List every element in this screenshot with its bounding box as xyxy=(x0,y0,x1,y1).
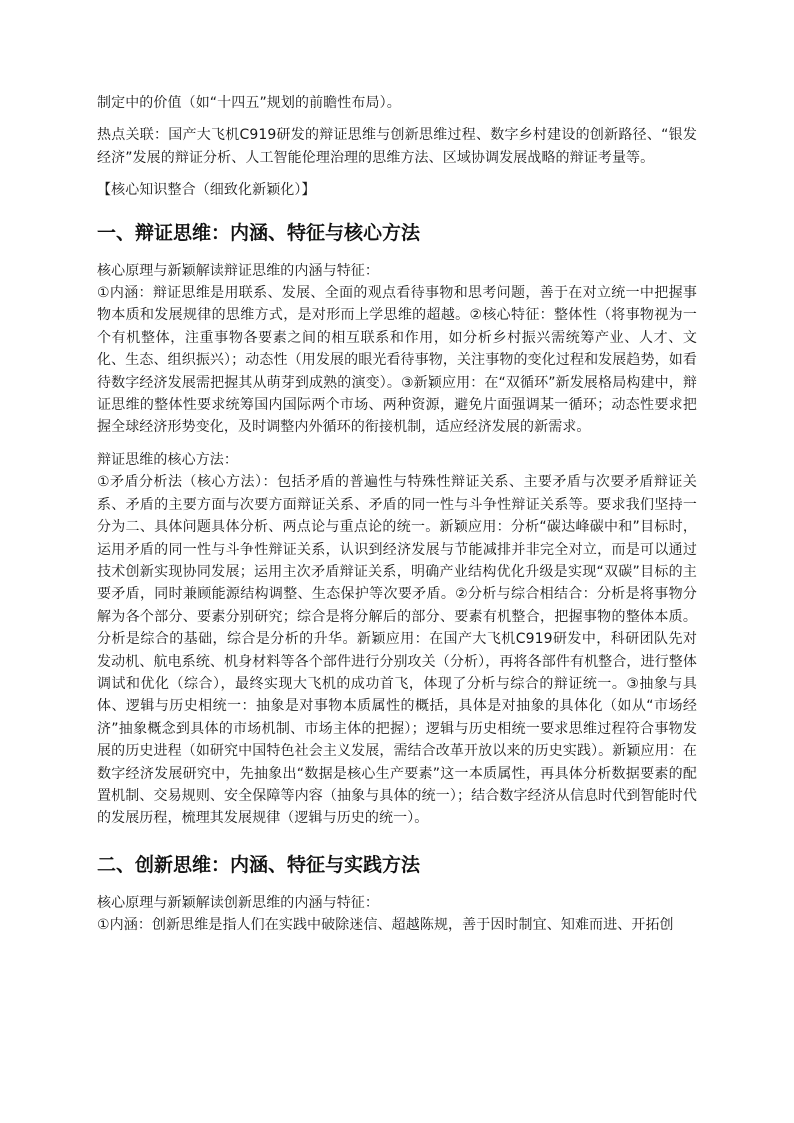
hotspot-paragraph: 热点关联：国产大飞机C919研发的辩证思维与创新思维过程、数字乡村建设的创新路径、“银发经济”发展的辩证分析、人工智能伦理治理的思维方法、区域协调发展战略的辩证考量等。 xyxy=(97,127,697,166)
document-content xyxy=(97,92,697,937)
section1-methods-lead: 辩证思维的核心方法： xyxy=(97,451,238,468)
section1-body: ①内涵：辩证思维是用联系、发展、全面的观点看待事物和思考问题，善于在对立统一中把握事物本质和发展规律的思维方式，是对形而上学思维的超越。②核心特征：整体性（将事物视为一个有机整体，注重事物各要素之间的相互联系和作用，如分析乡村振兴需统筹产业、人才、文化、生态、组织振兴）；动态性（用发展的眼光看待事物，关注事物的变化过程和发展趋势，如看待数字经济发展需把握其从萌芽到成熟的演变）。③新颖应用：在“双循环”新发展格局构建中，辩证思维的整体性要求统筹国内国际两个市场、两种资源，避免片面强调某一循环；动态性要求把握全球经济形势变化，及时调整内外循环的衔接机制，适应经济发展的新需求。 xyxy=(97,285,697,436)
section1-lead: 核心原理与新颖解读辩证思维的内涵与特征： xyxy=(97,262,379,279)
section2-body: ①内涵：创新思维是指人们在实践中破除迷信、超越陈规，善于因时制宜、知难而进、开拓创 xyxy=(97,917,674,934)
section-heading-innovative: 二、创新思维：内涵、特征与实践方法 xyxy=(97,853,421,876)
section-heading-dialectical: 一、辩证思维：内涵、特征与核心方法 xyxy=(97,221,421,244)
section1-methods-body: ①矛盾分析法（核心方法）：包括矛盾的普遍性与特殊性辩证关系、主要矛盾与次要矛盾辩证关系、矛盾的主要方面与次要方面辩证关系、矛盾的同一性与斗争性辩证关系等。要求我们坚持一分为二、具体问题具体分析、两点论与重点论的统一。新颖应用：分析“碳达峰碳中和”目标时，运用矛盾的同一性与斗争性辩证关系，认识到经济发展与节能减排并非完全对立，而是可以通过技术创新实现协同发展；运用主次矛盾辩证关系，明确产业结构优化升级是实现“双碳”目标的主要矛盾，同时兼顾能源结构调整、生态保护等次要矛盾。②分析与综合相结合：分析是将事物分解为各个部分、要素分别研究；综合是将分解后的部分、要素有机整合，把握事物的整体本质。分析是综合的基础，综合是分析的升华。新颖应用：在国产大飞机C919研发中，科研团队先对发动机、航电系统、机身材料等各个部件进行分别攻关（分析），再将各部件有机整合，进行整体调试和优化（综合），最终实现大飞机的成功首飞，体现了分析与综合的辩证统一。③抽象与具体、逻辑与历史相统一：抽象是对事物本质属性的概括，具体是对抽象的具体化（如从“市场经济”抽象概念到具体的市场机制、市场主体的把握）；逻辑与历史相统一要求思维过程符合事物发展的历史进程（如研究中国特色社会主义发展，需结合改革开放以来的历史实践）。新颖应用：在数字经济发展研究中，先抽象出“数据是核心生产要素”这一本质属性，再具体分析数据要素的配置机制、交易规则、安全保障等内容（抽象与具体的统一）；结合数字经济从信息时代到智能时代的发展历程，梳理其发展规律（逻辑与历史的统一）。 xyxy=(97,474,697,827)
intro-paragraph: 制定中的价值（如“十四五”规划的前瞻性布局）。 xyxy=(97,95,401,111)
core-knowledge-label: 【核心知识整合（细致化新颖化）】 xyxy=(97,182,316,199)
section2-lead: 核心原理与新颖解读创新思维的内涵与特征： xyxy=(97,894,379,911)
